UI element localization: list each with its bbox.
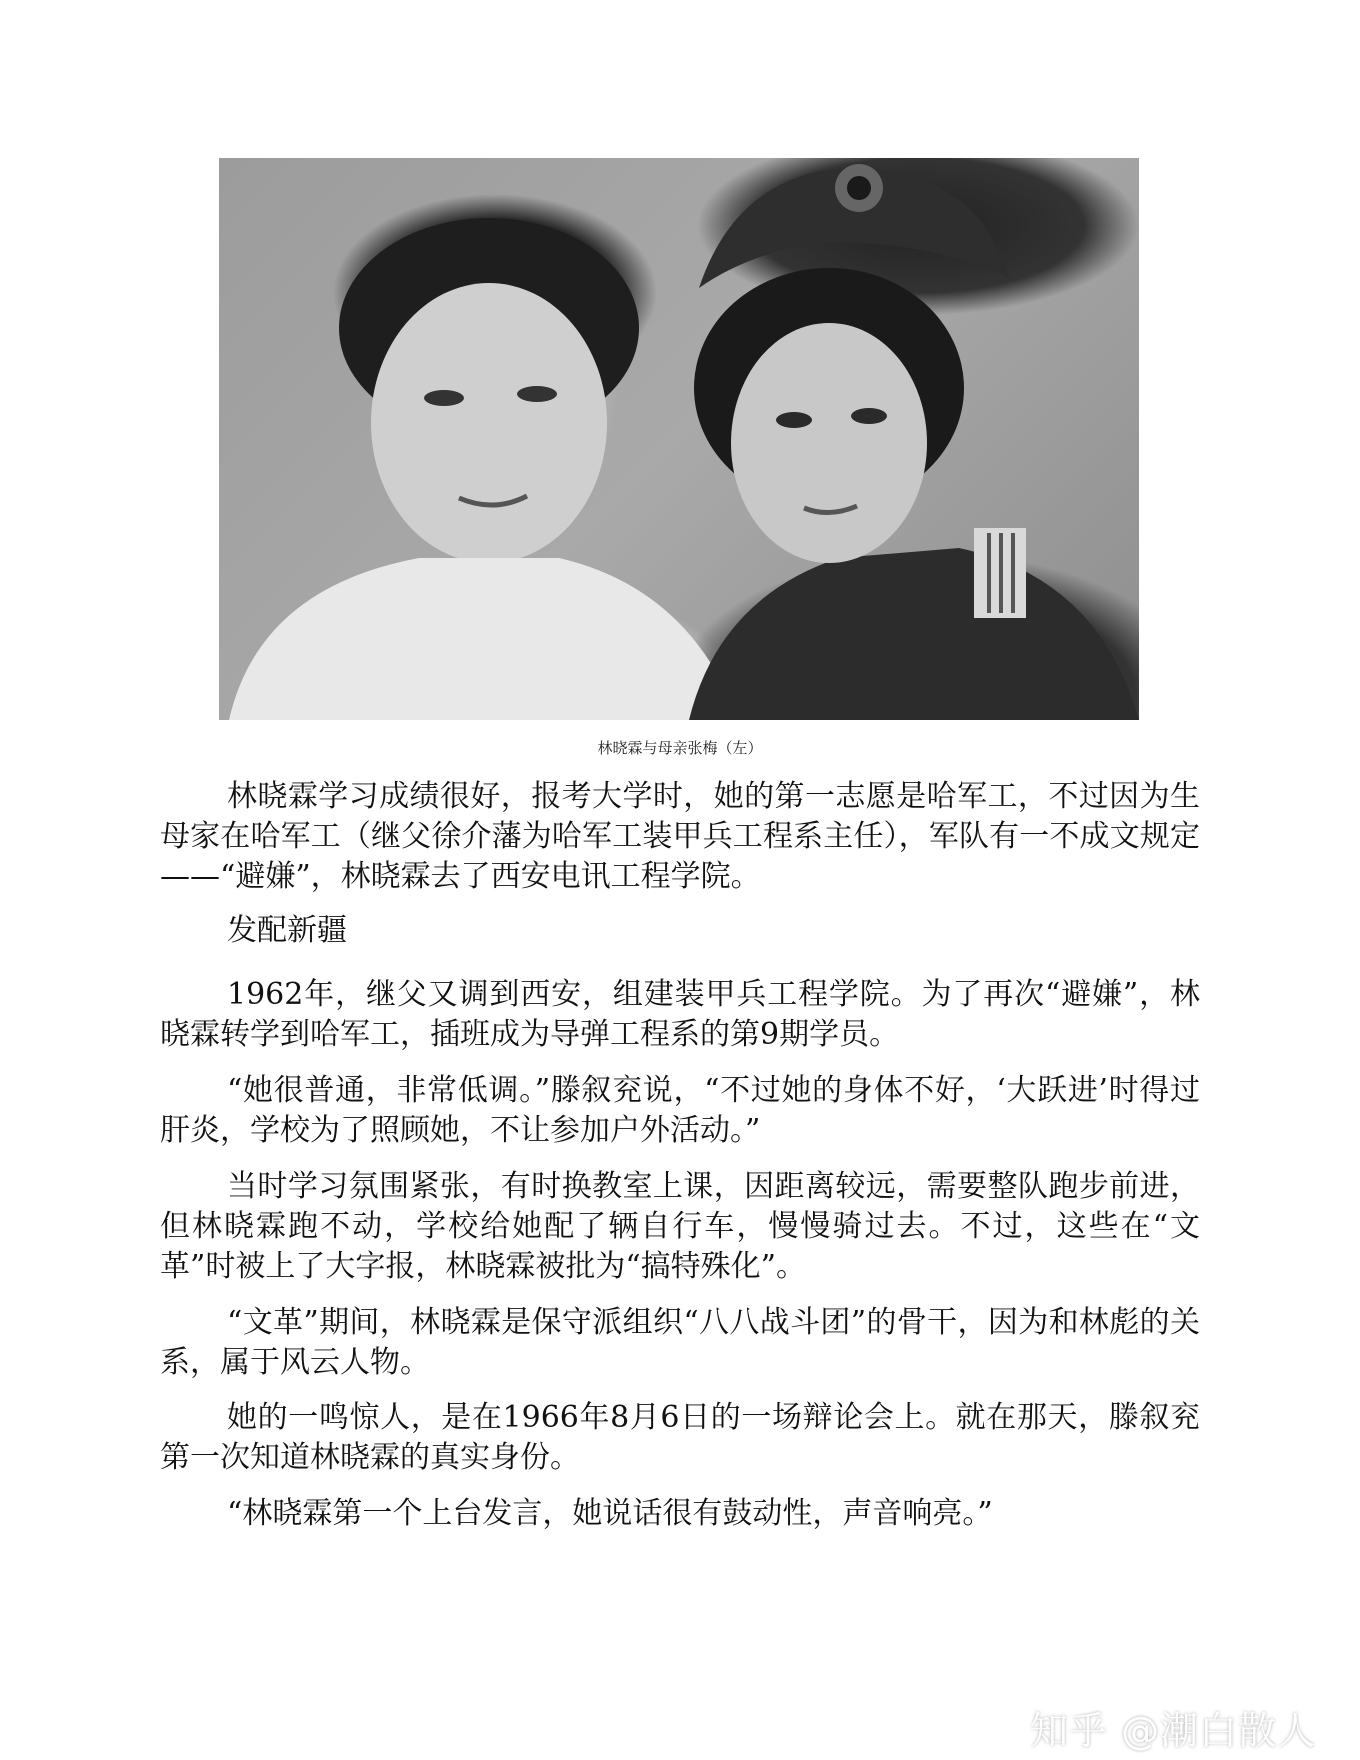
paragraph-7: 她的一鸣惊人，是在1966年8月6日的一场辩论会上。就在那天，滕叙兖第一次知道林晓霖的真实身份。 bbox=[160, 1400, 1200, 1475]
zhihu-watermark: 知乎 @潮白散人 bbox=[1030, 1709, 1317, 1753]
photo-caption: 林晓霖与母亲张梅（左） bbox=[597, 739, 763, 757]
section-heading: 发配新疆 bbox=[227, 913, 347, 948]
paragraph-3: 1962年，继父又调到西安，组建装甲兵工程学院。为了再次“避嫌”，林晓霖转学到哈军工，插班成为导弹工程系的第9期学员。 bbox=[160, 977, 1200, 1052]
paragraph-1: 林晓霖学习成绩很好，报考大学时，她的第一志愿是哈军工，不过因为生母家在哈军工（继父徐介藩为哈军工装甲兵工程系主任），军队有一不成文规定——“避嫌”，林晓霖去了西安电讯工程学院。 bbox=[160, 779, 1200, 894]
paragraph-6: “文革”期间，林晓霖是保守派组织“八八战斗团”的骨干，因为和林彪的关系，属于风云人物。 bbox=[160, 1305, 1200, 1380]
paragraph-4: “她很普通，非常低调。”滕叙兖说，“不过她的身体不好，‘大跃进’时得过肝炎，学校为了照顾她，不让参加户外活动。” bbox=[160, 1073, 1200, 1148]
portrait-photo-icon bbox=[219, 158, 1139, 720]
portrait-photo bbox=[219, 158, 1139, 720]
paragraph-8: “林晓霖第一个上台发言，她说话很有鼓动性，声音响亮。” bbox=[227, 1496, 993, 1531]
paragraph-5: 当时学习氛围紧张，有时换教室上课，因距离较远，需要整队跑步前进，但林晓霖跑不动，学校给她配了辆自行车，慢慢骑过去。不过，这些在“文革”时被上了大字报，林晓霖被批为“搞特殊化”。 bbox=[160, 1169, 1200, 1284]
